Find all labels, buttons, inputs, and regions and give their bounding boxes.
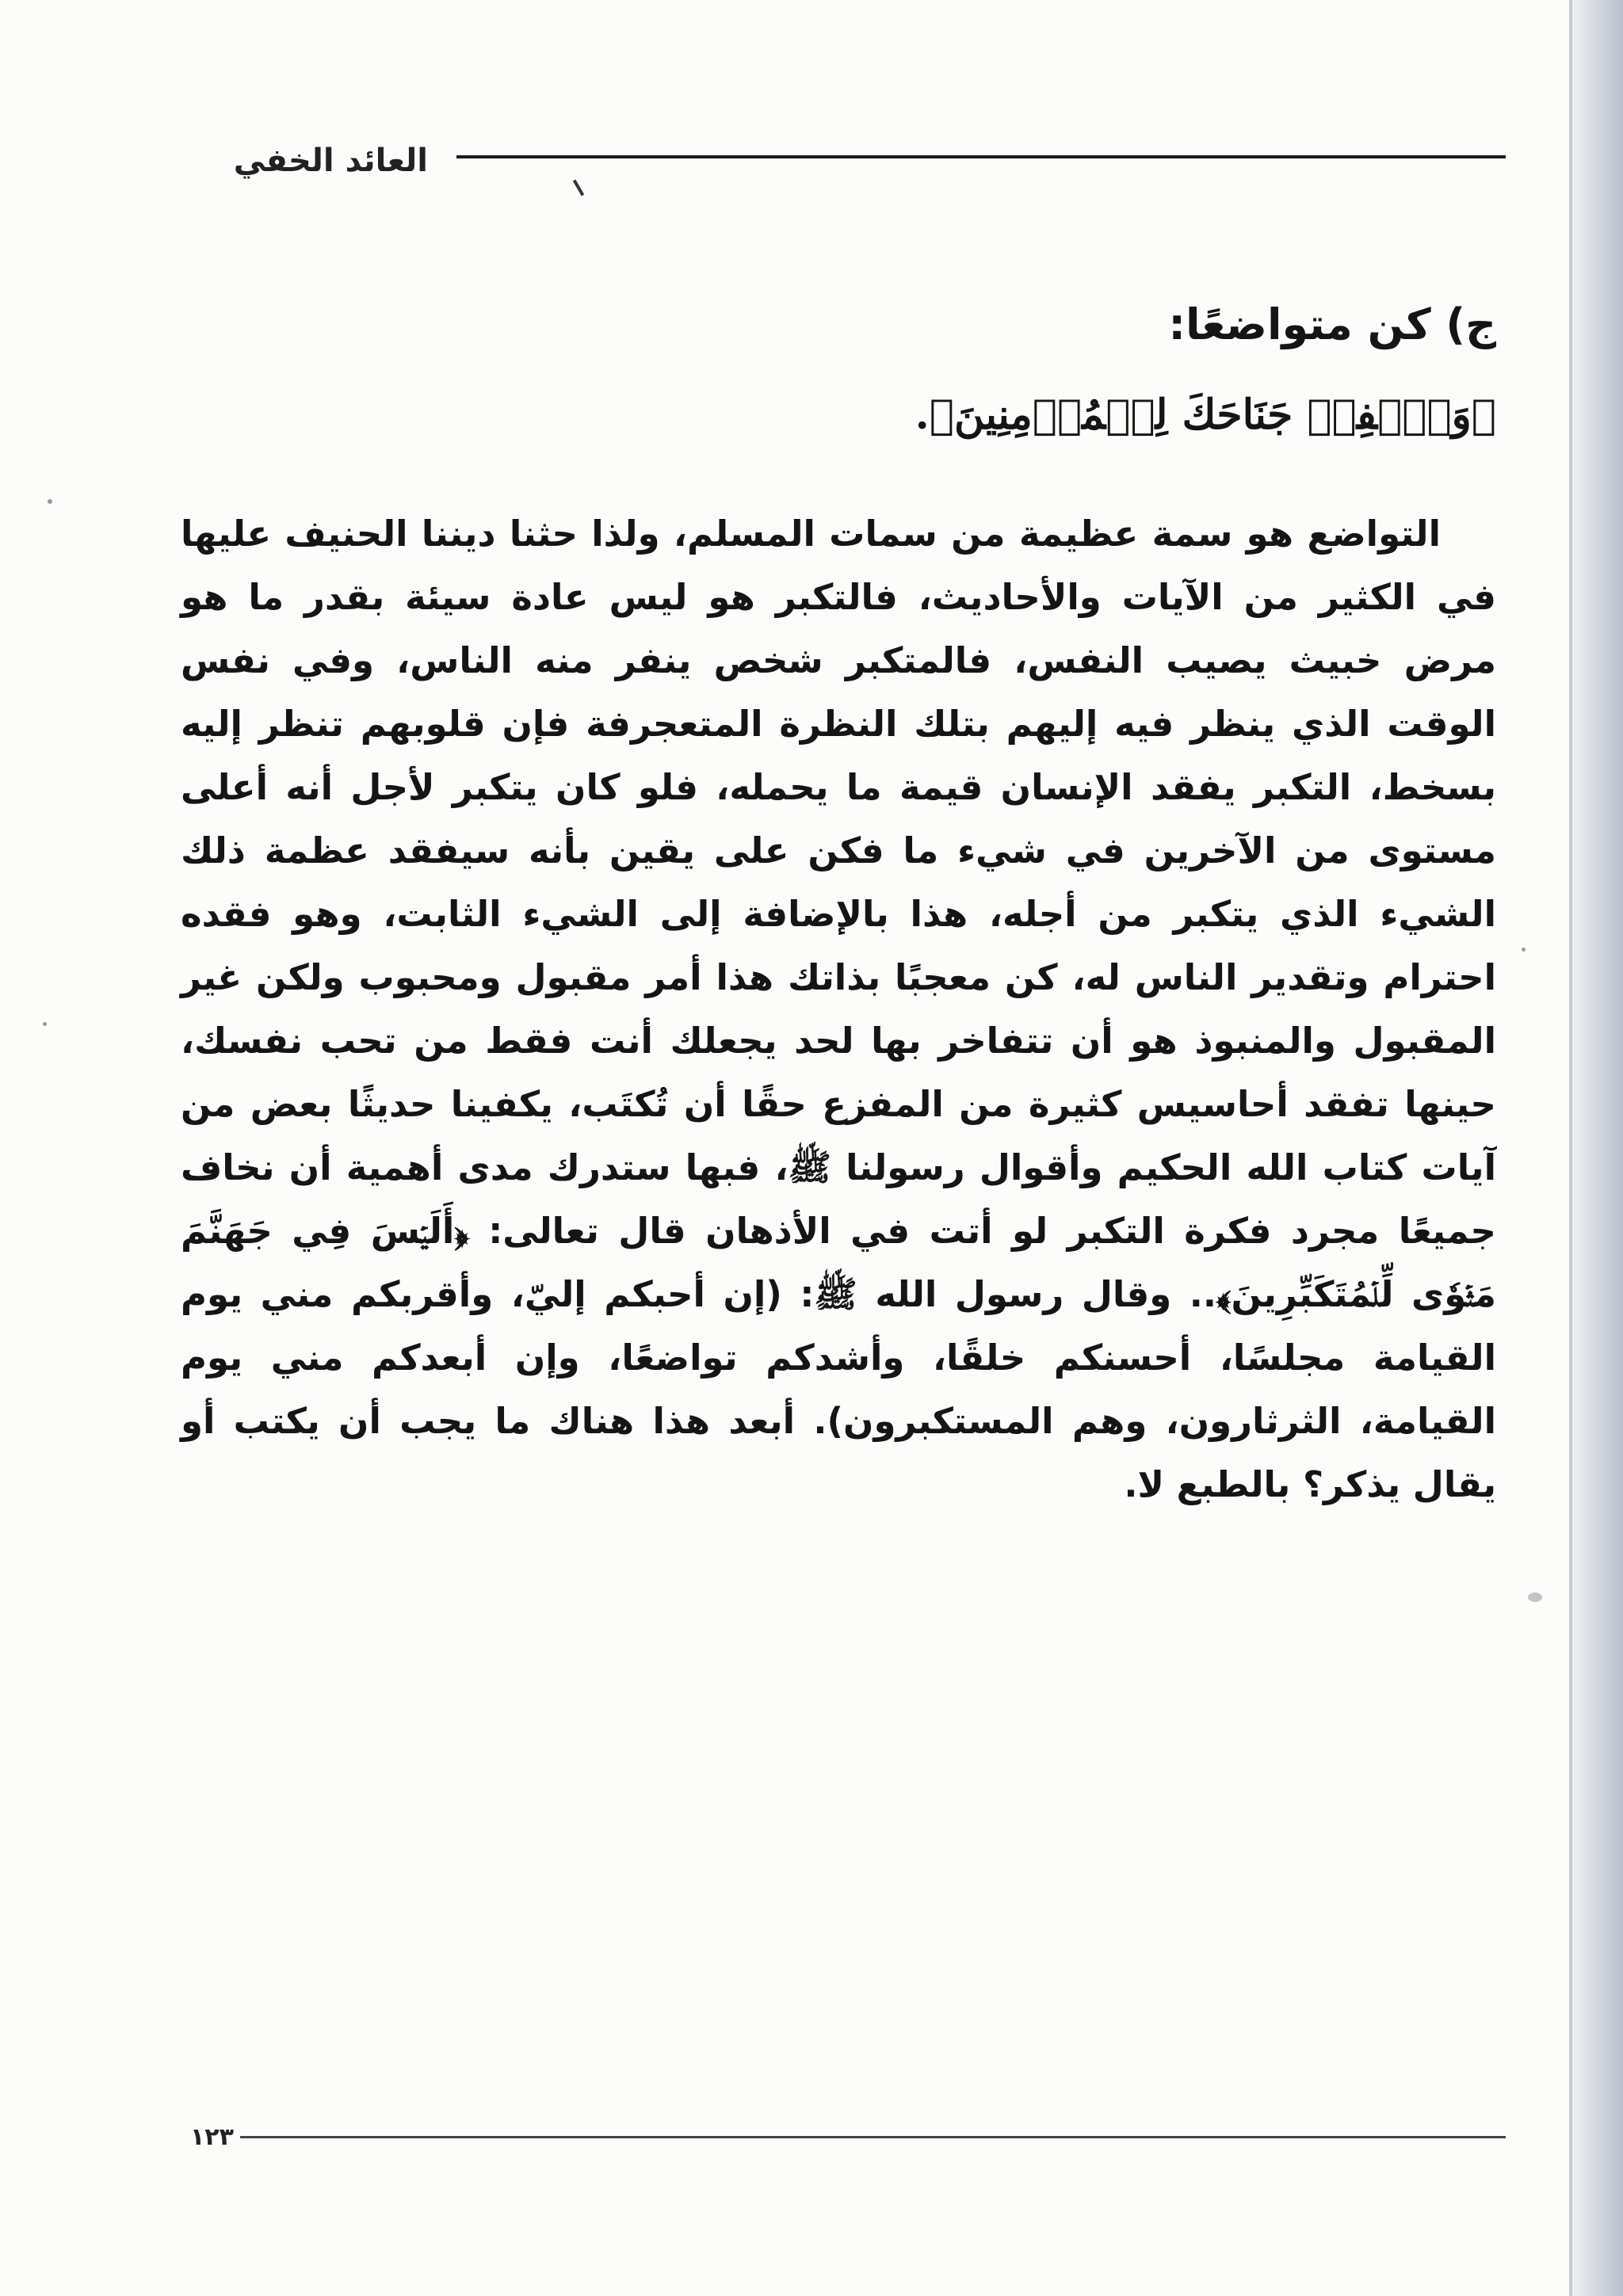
page-number: ١٢٣ (190, 2123, 240, 2151)
section-heading: ج) كن متواضعًا: (1168, 299, 1496, 349)
adjacent-page-edge (1572, 0, 1623, 2296)
running-header-title: العائد الخفي (233, 143, 428, 179)
scan-speck (1522, 948, 1526, 952)
scan-speck (48, 499, 52, 504)
scan-speck (43, 1022, 47, 1026)
header-rule (456, 155, 1506, 158)
body-paragraph-text: التواضع هو سمة عظيمة من سمات المسلم، ولذا حثنا ديننا الحنيف عليها في الكثير من الآيات والأحاديث، فالتكبر هو ليس عادة سيئة بقدر ما هو مرض خبيث يصيب النفس، فالمتكبر شخص ينفر منه الناس، وفي نفس الوقت الذي ينظر فيه إليهم بتلك النظرة المتعجرفة فإن قلوبهم تنظر إليه بسخط، التكبر يفقد الإنسان قيمة ما يحمله، فلو كان يتكبر لأجل أنه أعلى مستوى من الآخرين في شيء ما فكن على يقين بأنه سيفقد عظمة ذلك الشيء الذي يتكبر من أجله، هذا بالإضافة إلى الشيء الثابت، وهو فقده احترام وتقدير الناس له، كن معجبًا بذاتك هذا أمر مقبول ومحبوب ولكن غير المقبول والمنبوذ هو أن تتفاخر بها لحد يجعلك أنت فقط من تحب نفسك، حينها تفقد أحاسيس كثيرة من المفزع حقًا أن تُكتَب، يكفينا حديثًا بعض من آيات كتاب الله الحكيم وأقوال رسولنا ﷺ، فبها ستدرك مدى أهمية أن نخاف جميعًا مجرد فكرة التكبر لو أتت في الأذهان قال تعالى: ﴿أَلَيۡسَ فِي جَهَنَّمَ مَثۡوٗى لِّلۡمُتَكَبِّرِينَ﴾.. وقال رسول الله ﷺ: (إن أحبكم إليّ، وأقربكم مني يوم القيامة مجلسًا، أحسنكم خلقًا، وأشدكم تواضعًا، وإن أبعدكم مني يوم القيامة، الثرثارون، وهم المستكبرون). أبعد هذا هناك ما يجب أن يكتب أو يقال يذكر؟ بالطبع لا. (181, 513, 1496, 1505)
quran-verse: ﴿وَٱخۡفِضۡ جَنَاحَكَ لِلۡمُؤۡمِنِينَ﴾. (915, 391, 1496, 439)
body-paragraph (181, 502, 1496, 1516)
page-content (181, 293, 1496, 1516)
footer-rule (190, 2136, 1506, 2138)
scan-speck (1528, 1592, 1542, 1602)
scan-mark (573, 179, 584, 196)
